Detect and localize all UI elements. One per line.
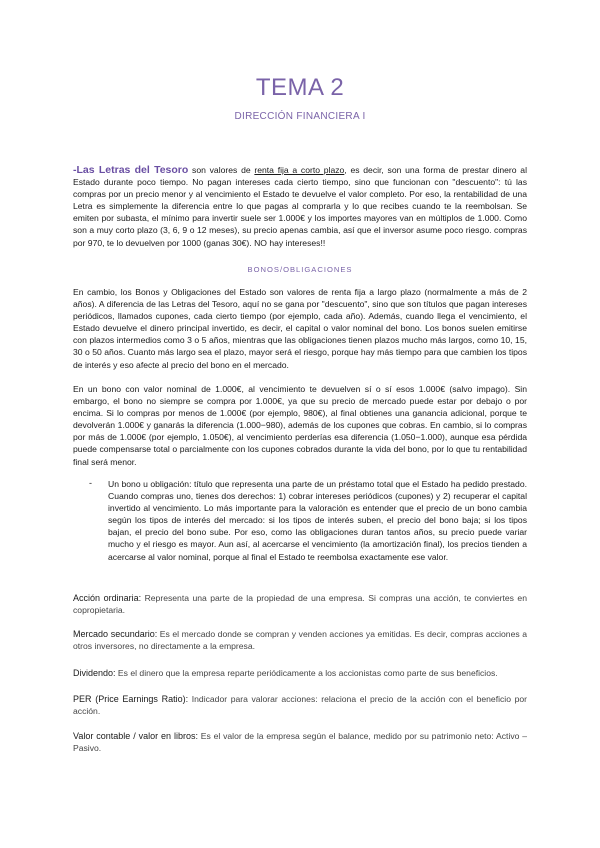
page-title: TEMA 2	[255, 74, 345, 101]
definition-term: Acción ordinaria:	[73, 593, 142, 603]
definition-dividendo	[73, 667, 527, 679]
bullet-marker: -	[89, 478, 92, 488]
intro-paragraph	[73, 164, 527, 249]
definition-valor-contable	[73, 730, 527, 754]
definition-term: PER (Price Earnings Ratio):	[73, 694, 189, 704]
definition-text: Es el valor de la empresa según el balance, medido por su patrimonio neto: Activo – Pasivo.	[73, 731, 528, 754]
bonds-paragraph-1: En cambio, los Bonos y Obligaciones del Estado son valores de renta fija a largo plazo (normalmente a más de 2 años). A diferencia de las Letras del Tesoro, aquí no se gana por "descuento", sino que son títulos que pagan intereses periódicos, llamados cupones, cada cierto tiempo (por ejemplo, cada año). Además, cuando llega el vencimiento, el Estado devuelve el dinero principal invertido, es decir, el capital o valor nominal del bono. Los bonos suelen emitirse con plazos intermedios como 3 o 5 años, mientras que las obligaciones tienen plazos mucho más largos, como 10, 15, 30 o 50 años. Cuanto más largo sea el plazo, mayor será el riesgo, porque hay más tiempo para que cambien los tipos de interés y eso afecte al precio del bono en el mercado.	[73, 287, 527, 370]
intro-underlined: renta fija a corto plazo	[254, 165, 345, 175]
definition-term: Dividendo:	[73, 668, 116, 678]
bonds-paragraph-2: En un bono con valor nominal de 1.000€, al vencimiento te devuelven sí o sí esos 1.000€ (salvo impago). Sin embargo, el bono no siempre se compra por 1.000€, ya que su precio de mercado puede estar por debajo o por encima. Si lo compras por menos de 1.000€ (por ejemplo, 980€), al final obtienes una ganancia adicional, porque te devolverán 1.000€ y ganarás la diferencia (1.000−980), además de los cupones que cobras. En cambio, si lo compras por más de 1.000€ (por ejemplo, 1.050€), al vencimiento perderías esa diferencia (1.050−1.000), aunque esa pérdida puede compensarse total o parcialmente con los cupones cobrados durante la vida del bono, por lo que tu rentabilidad final será menor.	[73, 384, 527, 467]
bonds-heading: BONOS/OBLIGACIONES	[247, 265, 353, 274]
definition-per	[73, 693, 527, 717]
definition-term: Valor contable / valor en libros:	[73, 731, 198, 741]
definition-term: Mercado secundario:	[73, 629, 158, 639]
definition-mercado-secundario	[73, 628, 527, 652]
intro-lead: -Las Letras del Tesoro	[73, 164, 189, 176]
intro-text-1: son valores de	[188, 165, 255, 175]
definition-text: Representa una parte de la propiedad de una empresa. Si compras una acción, te conviertes en copropietaria.	[73, 593, 527, 616]
definition-accion-ordinaria	[73, 592, 527, 616]
definition-text: Indicador para valorar acciones: relaciona el precio de la acción con el beneficio por acción.	[73, 694, 527, 717]
definition-text: Es el mercado donde se compran y venden acciones ya emitidas. Es decir, compras acciones a otros inversores, no directamente a la empresa.	[73, 629, 527, 652]
bonds-bullet: Un bono u obligación: título que representa una parte de un préstamo total que el Estado ha pedido prestado. Cuando compras uno, tienes dos derechos: 1) cobrar intereses periódicos (cupones) y 2) recuperar el capital invertido al vencimiento. Lo más importante para la valoración es entender que el precio de un bono cambia según los tipos de interés del mercado: si los tipos de interés suben, el precio del bono baja; si los tipos bajan, el precio del bono sube. Por eso, como las obligaciones duran tantos años, su precio puede variar mucho y el riesgo es mayor. Aun así, al acercarse el vencimiento (la amortización final), los precios tienden a acercarse al valor nominal, porque al final el Estado te reembolsa exactamente ese valor.	[108, 479, 527, 562]
definition-text: Es el dinero que la empresa reparte periódicamente a los accionistas como parte de sus beneficios.	[115, 668, 498, 678]
page-subtitle: DIRECCIÓN FINANCIERA I	[234, 111, 366, 122]
intro-text-2: , es decir, son una forma de prestar dinero al Estado durante poco tiempo. No pagan intereses cada cierto tiempo, sino que funcionan con "descuento": tú las compras por un precio menor y al vencimiento el Estado te devuelve el valor completo. Por eso, la rentabilidad de una Letra es simplemente la diferencia entre lo que pagas al comprarla y lo que recibes cuando te la reembolsan. Se emiten por subasta, el mínimo para invertir suele ser 1.000€ y los importes mayores van en múltiplos de 1.000. Como son a muy corto plazo (3, 6, 9 o 12 meses), su precio apenas cambia, así que el inversor asume poco riesgo. compras por 970, te lo devuelven por 1000 (ganas 30€). NO hay intereses!!	[73, 165, 527, 248]
